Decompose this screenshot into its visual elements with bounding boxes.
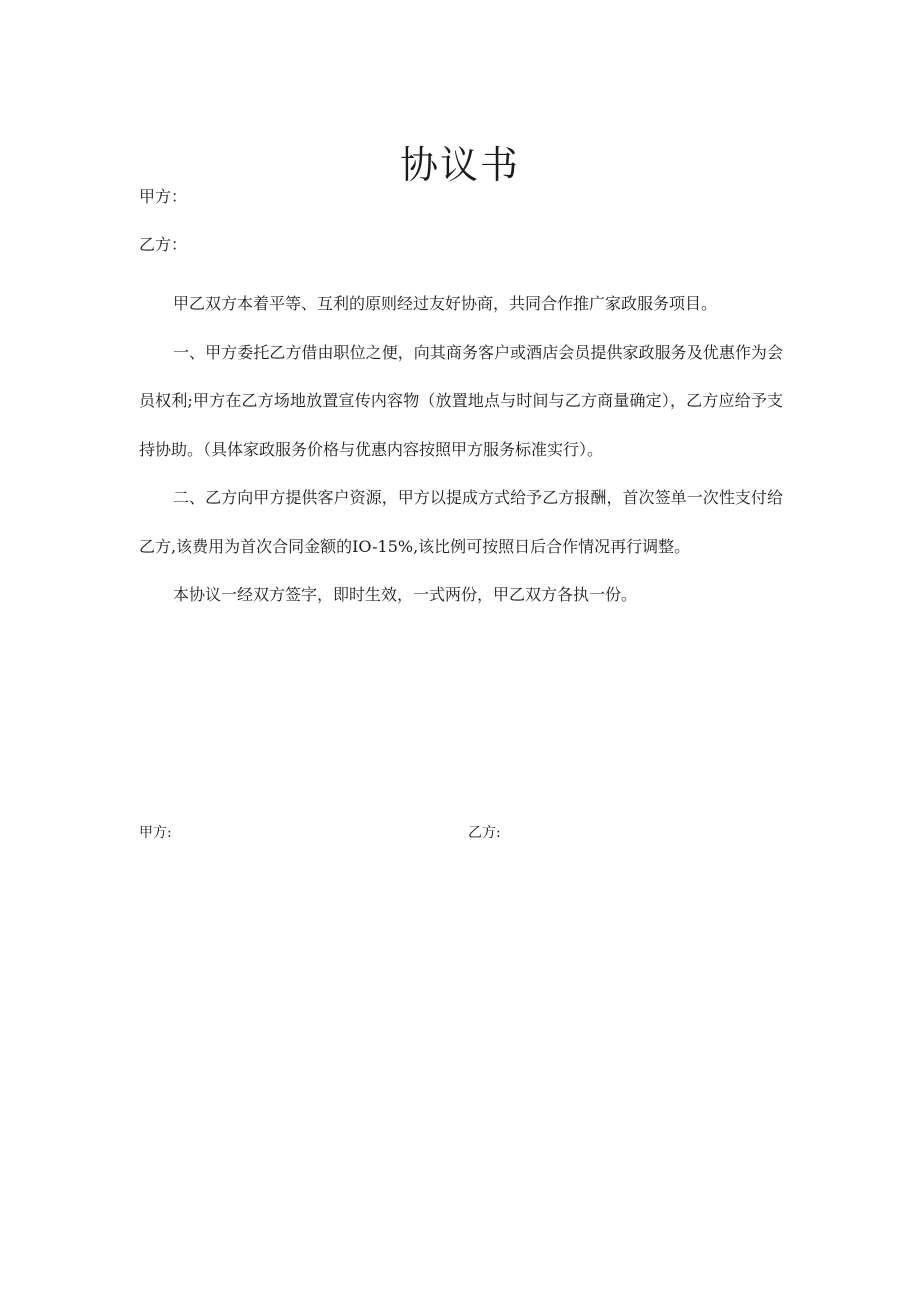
paragraph-clause-2: 二、乙方向甲方提供客户资源，甲方以提成方式给予乙方报酬，首次签单一次性支付给乙方,该费用为首次合同金额的IO-15%,该比例可按照日后合作情况再行调整。 (139, 488, 783, 556)
party-b-label: 乙方： (139, 235, 188, 254)
signature-party-a: 甲方: (139, 825, 172, 841)
signature-party-b: 乙方: (468, 825, 501, 841)
document-body (139, 280, 783, 620)
paragraph-effective: 本协议一经双方签字，即时生效，一式两份，甲乙双方各执一份。 (173, 585, 638, 604)
paragraph-intro: 甲乙双方本着平等、互利的原则经过友好协商，共同合作推广家政服务项目。 (173, 294, 718, 313)
paragraph-clause-1: 一、甲方委托乙方借由职位之便，向其商务客户或酒店会员提供家政服务及优惠作为会员权利;甲方在乙方场地放置宣传内容物（放置地点与时间与乙方商量确定），乙方应给予支持协助。（具体家政服务价格与优惠内容按照甲方服务标准实行）。 (139, 342, 783, 459)
party-a-label: 甲方： (139, 187, 188, 206)
document-title: 协议书 (399, 143, 520, 188)
